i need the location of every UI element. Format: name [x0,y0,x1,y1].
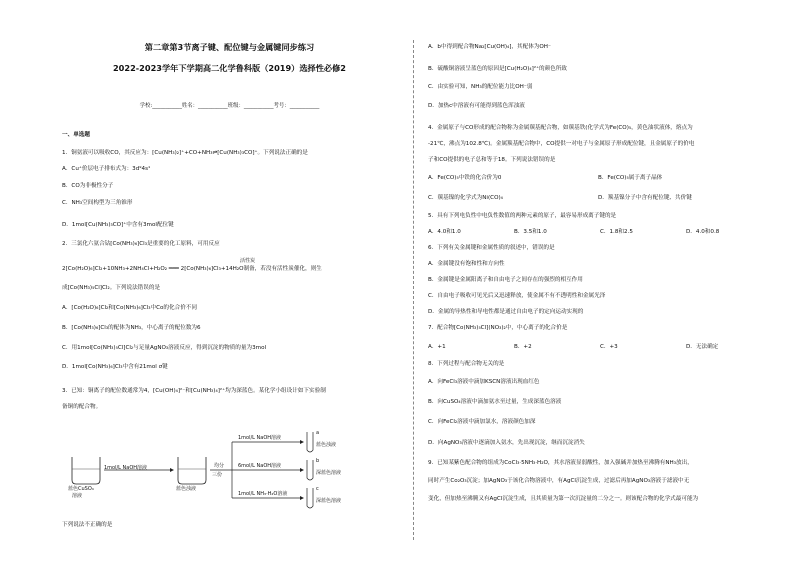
question-3-stem-continued: 备铜的配合物。 [62,404,102,410]
question-4-option-b: B．Fe(CO)₅属于离子晶体 [598,175,663,181]
branch-a-reagent: 1mol/L NaOH溶液 [238,435,282,441]
reaction-condition: 活性炭 [240,258,256,264]
intermediate-label: 蓝色浊液 [176,486,197,492]
reagent-naoh-label: 1mol/L NaOH溶液 [104,465,148,471]
question-9-stem-line-2: 同时产生Co₂O₃沉淀；加AgNO₃于该化合物溶液中，有AgCl沉淀生成，过滤后再加AgNO₃溶液于滤液中无 [428,478,690,484]
question-8-option-b: B．向CuSO₄溶液中滴加氨水至过量，生成深蓝色溶液 [428,399,562,405]
question-4-stem-line-3: 子和CO提供的电子总和等于18。下列说法错误的是 [428,157,556,163]
question-7-option-c: C．+3 [600,344,618,350]
worksheet-subtitle: 2022-2023学年下学期高二化学鲁科版（2019）选择性必修2 [112,63,347,73]
question-1-option-c: C．NH₃空间构型为三角锥形 [62,200,133,206]
left-column [62,0,397,562]
question-5-stem: 5．具有下列电负性中电负性数值的两种元素的原子，最容易形成离子键的是 [428,213,617,219]
tube-b-letter: b [316,458,320,464]
branch-b-reagent: 6mol/L NaOH溶液 [238,463,282,469]
question-1-option-a: A．Cu⁺价层电子排布式为：3d⁹4s¹ [62,166,151,172]
question-6-option-a: A．金属键没有饱和性和方向性 [428,261,505,267]
question-6-option-d: D．金属的导热性和导电性都是通过自由电子的定向运动实现的 [428,309,584,315]
question-5-option-b: B．3.5和1.0 [514,229,547,235]
question-7-stem: 7．配合物[Co(NH₃)₅Cl](NO₃)₂中，中心离子的化合价是 [428,325,568,331]
question-4-option-c: C．羰基镍的化学式为Ni(CO)₄ [428,195,503,201]
column-divider [413,40,414,540]
question-2-option-a: A．[Co(H₂O)₆]Cl₂和[Co(NH₃)₆]Cl₃中Co的化合价不同 [62,305,197,311]
source-beaker [72,457,100,484]
source-solution-label-2: 溶液 [72,493,83,499]
question-6-option-c: C．自由电子吸收可见光后又迅速释放，使金属不有不透明性和金属光泽 [428,293,606,299]
question-9-stem: 9．已知某紫色配合物的组成为CoCl₃·5NH₃·H₂O，其水溶液显弱酸性，加入强碱并加热至沸腾有NH₃放出， [428,460,693,466]
question-1-option-b: B．CO为非极性分子 [62,183,114,189]
question-2-option-c: C．用1mol[Co(NH₃)₅Cl]Cl₂与足量AgNO₃溶液反应，得到沉淀的物质的量为3mol [62,345,267,351]
tube-c-letter: c [316,486,319,492]
question-8-option-d: D．向AgNO₃溶液中逐滴加入氨水，先出现沉淀，继而沉淀消失 [428,440,585,446]
question-5-option-c: C．1.8和2.5 [600,229,633,235]
intermediate-beaker [178,457,206,484]
question-2-equation: 2[Co(H₂O)₆]Cl₂+10NH₃+2NH₄Cl+H₂O₂ ═══ 2[Co(NH₃)₆]Cl₃+14H₂O制备，若没有活性炭催化，则生 [62,266,322,272]
branch-c-reagent: 1mol/L NH₃·H₂O溶液 [238,491,288,497]
question-6-option-b: B．金属键是金属阳离子和自由电子之间存在的强烈的相互作用 [428,277,583,283]
question-5-option-a: A．4.0和1.0 [428,229,461,235]
question-3-stem: 3．已知：铜离子的配位数通常为4，[Cu(OH)₄]²⁻和[Cu(NH₃)₄]²⁺均为深蓝色。某化学小组设计如下实验制 [62,388,326,394]
split-label: 均分 [214,463,225,469]
section-heading: 一、单选题 [62,132,90,138]
question-7-option-d: D．无法确定 [686,344,719,350]
question-4-option-a: A．Fe(CO)₅中铁的化合价为0 [428,175,502,181]
question-2-option-d: D．1mol[Co(NH₃)₆]Cl₃中含有21mol σ键 [62,364,168,370]
question-8-option-a: A．向FeCl₃溶液中滴加KSCN溶液出现血红色 [428,379,540,385]
test-tube-a [307,432,313,452]
question-3-option-a: A．b中得到配合物Na₂[Cu(OH)₄]，其配体为OH⁻ [428,44,551,50]
split-label-2: 三份 [212,472,223,478]
question-6-stem: 6．下列有关金属键和金属性质的叙述中，错误的是 [428,245,555,251]
worksheet-title: 第二章第3节离子键、配位键与金属键同步练习 [144,42,315,52]
question-4-stem-line-2: -21℃，沸点为102.8℃)。金属羰基配合物中，CO提供一对电子与金属原子形成配位键，且金属原子的价电 [428,141,695,147]
question-2-stem: 2．三氯化六氨合钴[Co(NH₃)₆]Cl₃是重要的化工原料，可用反应 [62,241,220,247]
question-3-question: 下列说法不正确的是 [62,522,113,528]
question-8-option-c: C．向FeCl₂溶液中滴加氯水，溶液颜色加深 [428,419,536,425]
question-7-option-a: A．+1 [428,344,446,350]
question-9-stem-line-3: 变化，但加热至沸腾又有AgCl沉淀生成，且其质量为第一次沉淀量的二分之一。则该配合物的化学式最可能为 [428,496,699,502]
tube-a-result: 蓝色浊液 [316,442,337,448]
branch-a-arrow-head [300,440,304,444]
question-1-option-d: D．1mol[Cu(NH₃)₃CO]⁺中含有3mol配位键 [62,222,174,228]
right-column [428,0,758,562]
tube-a-letter: a [316,430,320,436]
arrow-add-naoh-head [170,468,174,472]
question-3-option-c: C．由实验可知，NH₃的配位能力比OH⁻弱 [428,84,533,90]
student-info-line: 学校:___________姓名：___________班级：___________考号：___________ [139,103,320,109]
tube-c-result: 深蓝色溶液 [316,498,342,504]
source-solution-label: 蓝色CuSO₄ [68,486,94,492]
branch-b-arrow-head [300,468,304,472]
question-7-option-b: B．+2 [514,344,532,350]
question-4-option-d: D．羰基镍分子中含有配位键、共价键 [598,195,692,201]
question-3-option-b: B．硫酸铜溶液呈蓝色的原因是[Cu(H₂O)₄]²⁺的颜色所致 [428,66,567,72]
question-8-stem: 8．下列过程与配合物无关的是 [428,361,505,367]
question-2-option-b: B．[Co(NH₃)₆]Cl₃的配体为NH₃，中心离子的配位数为6 [62,325,201,331]
test-tube-c [307,488,313,508]
question-1-stem: 1．铜氨液可以吸收CO，其反应为：[Cu(NH₃)₂]⁺+CO+NH₃⇌[Cu(NH₃)₃CO]⁺。下列说法正确的是 [62,150,308,156]
tube-b-result: 深蓝色溶液 [316,470,342,476]
test-tube-b [307,460,313,480]
question-3-option-d: D．加热c中溶液有可能得到蓝色浑浊液 [428,103,525,109]
question-4-stem: 4．金属原子与CO形成的配合物称为金属羰基配合物，如羰基铁(化学式为Fe(CO)₅，黄色油状液体，熔点为 [428,125,693,131]
question-2-stem-continued: 成[Co(NH₃)₅Cl]Cl₂。下列说法错误的是 [62,285,161,291]
question-5-option-d: D．4.0和0.8 [686,229,720,235]
branch-c-arrow-head [300,496,304,500]
